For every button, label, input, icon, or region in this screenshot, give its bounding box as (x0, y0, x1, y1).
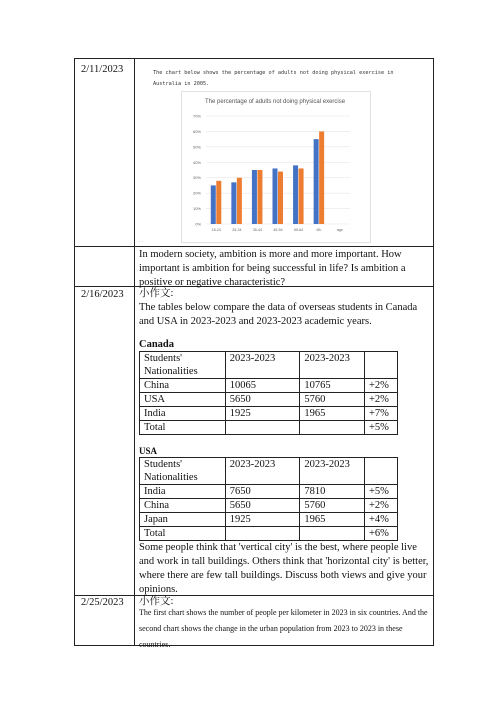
header-cell: 2023-2023 (300, 458, 365, 485)
essay-prompt: In modern society, ambition is more and more important. How important is ambition for being successful in life? Is ambition a positive or negative characteristic? (139, 249, 406, 288)
table-row (140, 513, 398, 527)
bar-chart (181, 91, 371, 243)
task-heading: 小作文: (139, 288, 174, 299)
y-tick-label: 30% (192, 175, 201, 181)
header-cell (365, 352, 398, 379)
table-cell: USA (140, 393, 226, 407)
row-divider (75, 246, 433, 247)
table-cell: India (140, 485, 226, 499)
table-cell: 5760 (300, 499, 365, 513)
table-cell: 1925 (225, 407, 300, 421)
table-cell: 1965 (300, 513, 365, 527)
x-tick-label: 55-64 (293, 228, 304, 232)
table-cell: +5% (365, 485, 398, 499)
x-tick-label: 18-24 (211, 228, 221, 232)
table-cell: +2% (365, 393, 398, 407)
chart-plot (182, 92, 370, 242)
x-tick-label: 35-44 (252, 228, 263, 232)
row-date: 2/25/2023 (81, 597, 124, 608)
bar (278, 172, 283, 224)
chart-intro-text: The chart below shows the percentage of adults not doing physical exercise in Australia in 2005. (153, 70, 394, 87)
table-row (140, 527, 398, 541)
schedule-table (74, 58, 434, 649)
table-row (140, 393, 398, 407)
bar (237, 178, 242, 224)
table-cell: 7810 (300, 485, 365, 499)
y-tick-label: 60% (192, 128, 201, 134)
header-cell: 2023-2023 (225, 352, 300, 379)
table-header-row (140, 458, 398, 485)
bar (231, 182, 236, 224)
header-cell: Students' Nationalities (140, 458, 226, 485)
header-cell: 2023-2023 (225, 458, 300, 485)
bar (211, 185, 216, 224)
table-cell (300, 421, 365, 435)
bar (319, 131, 324, 224)
column-divider (134, 59, 135, 645)
y-tick-label: 50% (192, 144, 201, 150)
table-cell: 1925 (225, 513, 300, 527)
x-tick-label: age (336, 228, 343, 232)
bar (314, 139, 319, 224)
row-date: 2/16/2023 (81, 289, 124, 300)
table-caption-usa: USA (139, 446, 158, 456)
canada-students-table (139, 351, 398, 435)
table-cell: Japan (140, 513, 226, 527)
bar (273, 168, 278, 224)
bar (252, 170, 257, 224)
header-cell: 2023-2023 (300, 352, 365, 379)
table-cell (225, 421, 300, 435)
y-tick-label: 70% (192, 113, 201, 119)
table-row (140, 407, 398, 421)
row-date: 2/11/2023 (81, 64, 124, 75)
task-intro: The first chart shows the number of people per kilometer in 2023 in six countries. And the second chart shows the change in the urban population from 2023 to 2023 in these countries. (139, 608, 428, 649)
table-cell: Total (140, 527, 226, 541)
chart-title: The percentage of adults not doing physical exercise (205, 99, 346, 105)
essay-prompt: Some people think that 'vertical city' is the best, where people live and work in tall buildings. Others think that 'horizontal city' is better, where there are few tall buildings. Discuss both views and give your opinions. (139, 542, 429, 595)
table-row (140, 421, 398, 435)
y-tick-label: 10% (192, 206, 201, 212)
bar (216, 181, 221, 224)
table-caption-canada: Canada (139, 339, 175, 350)
table-cell: 1965 (300, 407, 365, 421)
bar (293, 165, 298, 224)
table-cell: +2% (365, 379, 398, 393)
table-header-row (140, 352, 398, 379)
table-row (140, 485, 398, 499)
x-tick-label: 45-54 (273, 228, 283, 232)
table-cell: 10065 (225, 379, 300, 393)
table-cell: Total (140, 421, 226, 435)
y-tick-label: 40% (192, 159, 201, 165)
header-cell: Students' Nationalities (140, 352, 226, 379)
usa-students-table (139, 457, 398, 541)
x-tick-label: 65- (316, 228, 322, 232)
table-cell: China (140, 499, 226, 513)
task-intro: The tables below compare the data of overseas students in Canada and USA in 2023-2023 and 2023-2023 academic years. (139, 302, 418, 327)
table-cell: India (140, 407, 226, 421)
table-cell: 10765 (300, 379, 365, 393)
y-tick-label: 20% (192, 190, 201, 196)
table-cell: +7% (365, 407, 398, 421)
x-tick-label: 25-34 (232, 228, 242, 232)
bar (257, 170, 262, 224)
table-cell: +6% (365, 527, 398, 541)
table-row (140, 499, 398, 513)
table-cell: 5650 (225, 393, 300, 407)
bar (299, 168, 304, 224)
table-cell: +4% (365, 513, 398, 527)
table-cell: +2% (365, 499, 398, 513)
header-cell (365, 458, 398, 485)
table-cell (300, 527, 365, 541)
table-cell (225, 527, 300, 541)
table-cell: 7650 (225, 485, 300, 499)
table-cell: 5650 (225, 499, 300, 513)
table-cell: 5760 (300, 393, 365, 407)
y-tick-label: 0% (195, 221, 201, 227)
table-cell: China (140, 379, 226, 393)
table-cell: +5% (365, 421, 398, 435)
caption-marker: · · (139, 240, 144, 245)
table-row (140, 379, 398, 393)
task-heading: 小作文: (139, 596, 174, 607)
